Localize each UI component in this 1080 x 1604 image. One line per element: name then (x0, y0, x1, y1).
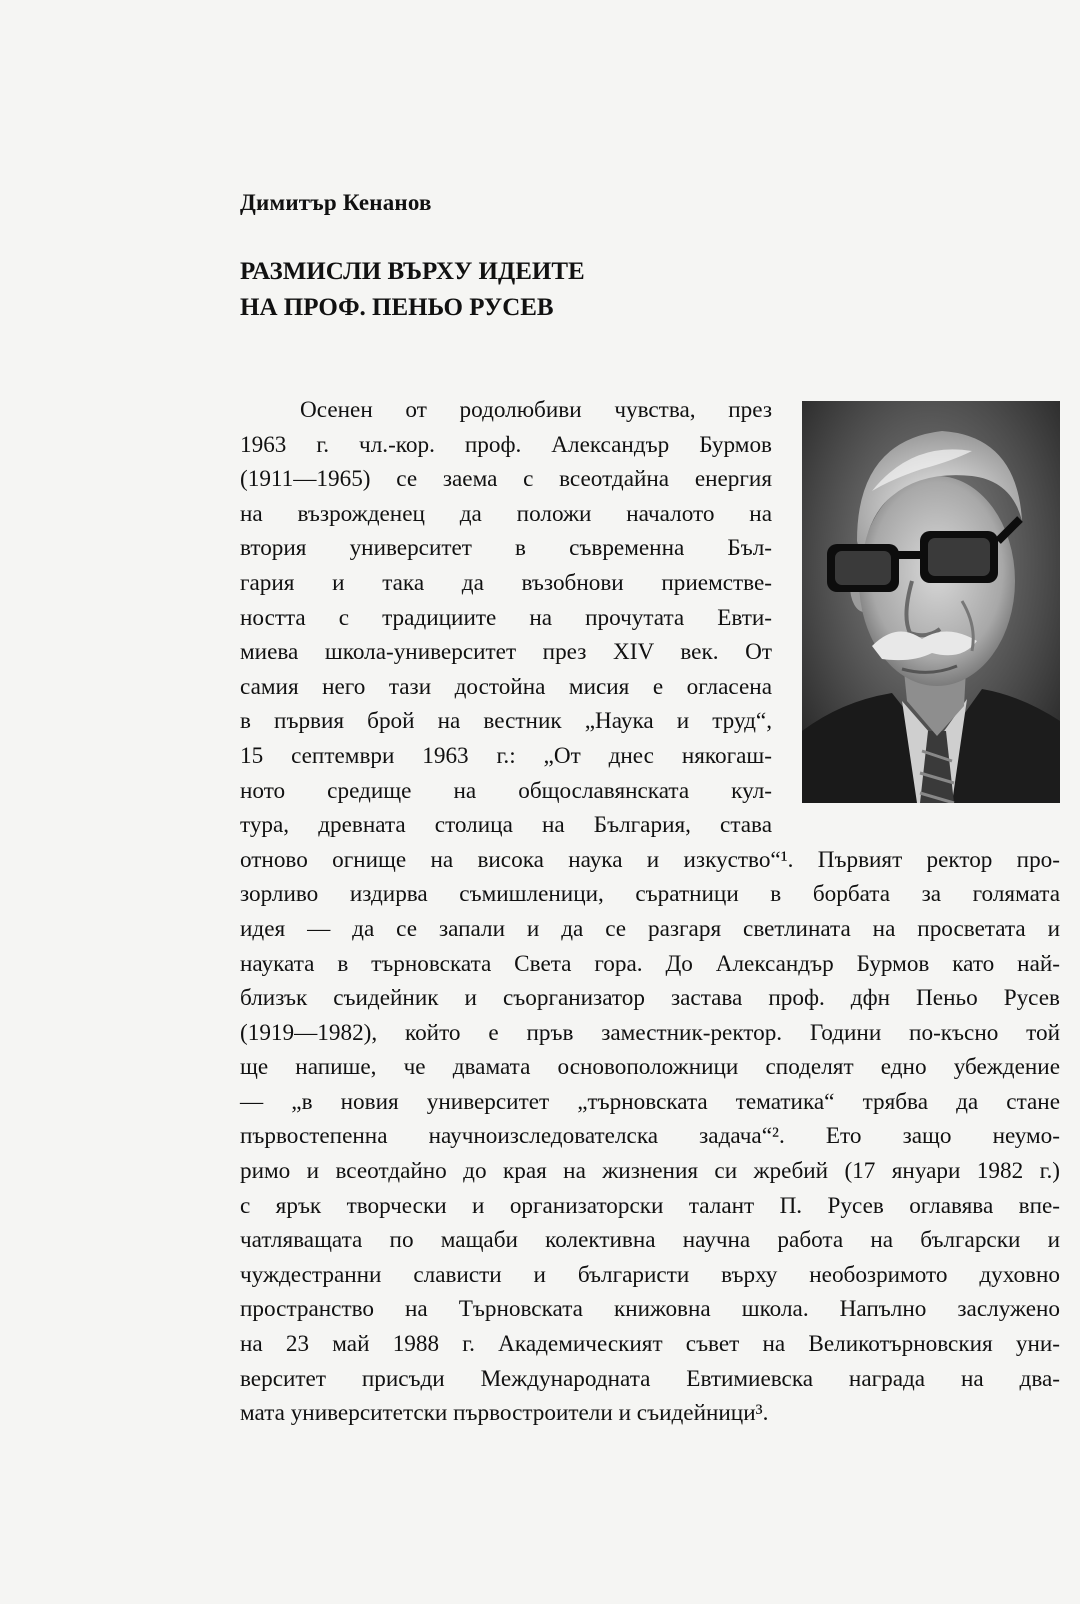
body-line: (1919—1982), който е пръв заместник-ректор. Години по-късно той (240, 1019, 1060, 1046)
body-line: гария и така да възобнови приемстве- (240, 569, 772, 596)
title-line: РАЗМИСЛИ ВЪРХУ ИДЕИТЕ (240, 258, 585, 285)
body-line: римо и всеотдайно до края на жизнения си жребий (17 януари 1982 г.) (240, 1158, 1060, 1185)
body-line: чатляващата по мащаби колективна научна работа на български и (240, 1227, 1060, 1254)
body-line: на възрожденец да положи началото на (240, 500, 772, 527)
body-line: идея — да се запали и да се разгаря светлината на просветата и (240, 915, 1060, 942)
body-line: отново огнище на висока наука и изкуство“¹. Първият ректор про- (240, 846, 1060, 873)
body-line: миева школа-университет през XIV век. От (240, 639, 772, 666)
body-line: 1963 г. чл.-кор. проф. Александър Бурмов (240, 431, 772, 458)
body-line: чуждестранни слависти и българисти върху необозримото духовно (240, 1261, 1060, 1288)
body-line: науката в търновската Света гора. До Александър Бурмов като най- (240, 950, 1060, 977)
article-body (240, 393, 1060, 1431)
body-line: — „в новия университет „търновската тематика“ трябва да стане (240, 1088, 1060, 1115)
body-line: втория университет в съвременна Бъл- (240, 535, 772, 562)
body-line: на 23 май 1988 г. Академическият съвет на Великотърновския уни- (240, 1331, 1060, 1358)
body-line: пространство на Търновската книжовна школа. Напълно заслужено (240, 1296, 1060, 1323)
body-line: (1911—1965) се заема с всеотдайна енергия (240, 466, 772, 493)
body-line: ще напише, че двамата основоположници споделят едно убеждение (240, 1054, 1060, 1081)
body-line: ността с традициите на прочутата Евти- (240, 604, 772, 631)
body-line: верситет присъди Международната Евтимиевска награда на два- (240, 1365, 1060, 1392)
body-line: ното средище на общославянската кул- (240, 777, 772, 804)
body-line: първостепенна научноизследователска задача“². Ето защо неумо- (240, 1123, 1060, 1150)
article-title (240, 254, 585, 326)
body-line: Осенен от родолюбиви чувства, през (300, 397, 772, 423)
body-line: с ярък творчески и организаторски талант П. Русев оглавява впе- (240, 1192, 1060, 1219)
body-line: тура, древната столица на България, става (240, 812, 772, 839)
body-line: в първия брой на вестник „Наука и труд“, (240, 708, 772, 735)
body-line: зорливо издирва съмишленици, съратници в борбата за голямата (240, 881, 1060, 908)
body-line: близък съидейник и съорганизатор застава проф. дфн Пеньо Русев (240, 985, 1060, 1012)
body-line: мата университетски първостроители и съидейници³. (240, 1400, 769, 1427)
body-line: 15 септември 1963 г.: „От днес някогаш- (240, 742, 772, 769)
author-name: Димитър Кенанов (240, 190, 432, 215)
title-line: НА ПРОФ. ПЕНЬО РУСЕВ (240, 294, 554, 321)
body-line: самия него тази достойна мисия е огласена (240, 673, 772, 700)
